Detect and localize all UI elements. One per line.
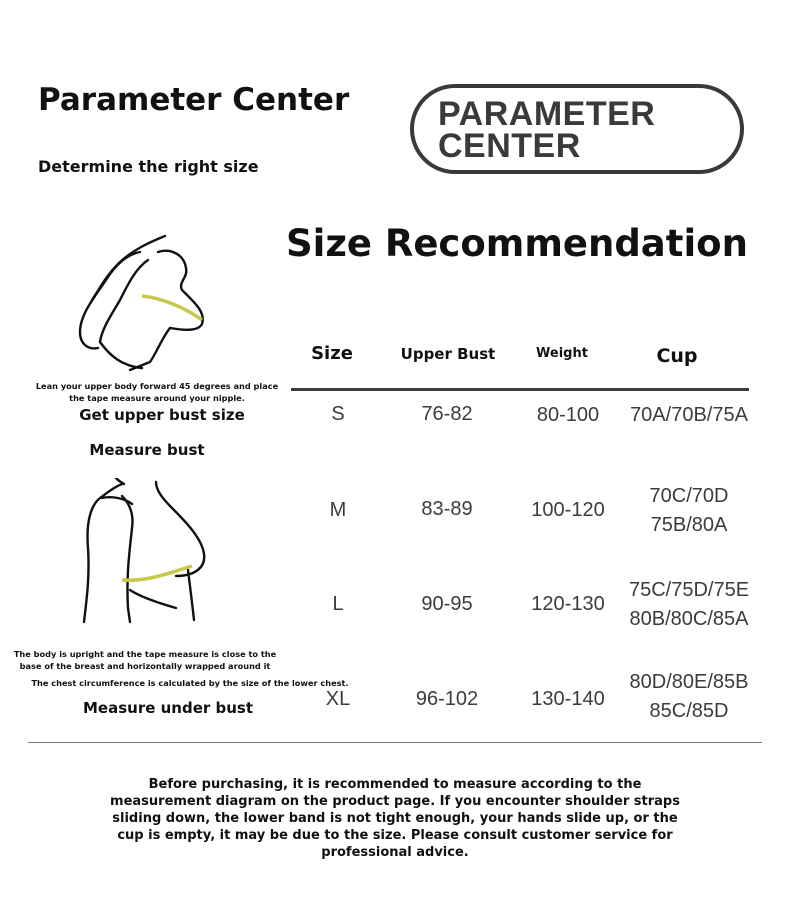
cell-cup-line-1: 75C/75D/75E bbox=[628, 579, 750, 601]
column-header-cup: Cup bbox=[656, 345, 698, 367]
under-bust-figure-illustration bbox=[72, 478, 212, 628]
upper-bust-figure-illustration bbox=[70, 232, 220, 382]
cell-cup-line-2: 85C/85D bbox=[649, 700, 729, 722]
cell-weight: 130-140 bbox=[531, 688, 605, 710]
column-header-weight: Weight bbox=[536, 346, 588, 361]
table-bottom-rule bbox=[28, 742, 762, 743]
column-header-size: Size bbox=[311, 343, 353, 364]
cell-cup bbox=[604, 482, 774, 540]
parameter-center-badge bbox=[410, 84, 744, 174]
cell-cup-line-1: 80D/80E/85B bbox=[629, 671, 749, 693]
cell-cup bbox=[604, 401, 774, 430]
page-subtitle: Determine the right size bbox=[38, 157, 259, 176]
column-header-upper-bust: Upper Bust bbox=[400, 345, 496, 363]
cell-size: S bbox=[331, 403, 345, 425]
badge-line-1: PARAMETER bbox=[438, 95, 656, 133]
cell-cup bbox=[604, 576, 774, 634]
measure-bust-label: Measure bust bbox=[89, 441, 205, 459]
lower-instruction-line-2: base of the breast and horizontally wrapped around it bbox=[19, 661, 271, 671]
cell-weight: 120-130 bbox=[531, 593, 605, 615]
get-upper-bust-label: Get upper bust size bbox=[79, 406, 245, 424]
cell-cup-line-2: 75B/80A bbox=[650, 514, 728, 536]
lower-instruction-line-3: The chest circumference is calculated by the size of the lower chest. bbox=[31, 678, 349, 688]
cell-size: XL bbox=[325, 688, 351, 710]
page-title: Parameter Center bbox=[38, 82, 350, 118]
upper-instruction-line-1: Lean your upper body forward 45 degrees and place bbox=[35, 381, 279, 391]
cell-upper-bust: 83-89 bbox=[421, 498, 473, 520]
cell-weight: 80-100 bbox=[536, 404, 600, 426]
cell-size: M bbox=[329, 499, 347, 521]
cell-upper-bust: 76-82 bbox=[421, 403, 473, 425]
cell-upper-bust: 90-95 bbox=[421, 593, 473, 615]
cell-cup bbox=[604, 668, 774, 726]
tape-measure-lower bbox=[122, 566, 192, 580]
cell-size: L bbox=[332, 593, 344, 615]
lower-instruction-line-1: The body is upright and the tape measure is close to the bbox=[13, 649, 277, 659]
cell-cup-line-2: 80B/80C/85A bbox=[629, 608, 749, 630]
size-recommendation-heading: Size Recommendation bbox=[286, 222, 748, 265]
footer-note: Before purchasing, it is recommended to measure according to the measurement diagram on the product page. If you encounter shoulder straps sliding down, the lower band is not tight enough, your hands slide up, or the cup is empty, it may be due to the size. Please consult customer service for professional advice. bbox=[110, 777, 680, 860]
cell-upper-bust: 96-102 bbox=[415, 688, 479, 710]
upper-instruction-line-2: the tape measure around your nipple. bbox=[69, 393, 245, 403]
cell-cup-line-1: 70C/70D bbox=[649, 485, 729, 507]
cell-weight: 100-120 bbox=[531, 499, 605, 521]
table-header-rule bbox=[291, 388, 749, 391]
badge-line-2: CENTER bbox=[438, 127, 581, 165]
cell-cup-line-1: 70A/70B/75A bbox=[630, 404, 748, 426]
measure-under-bust-label: Measure under bust bbox=[82, 699, 254, 717]
